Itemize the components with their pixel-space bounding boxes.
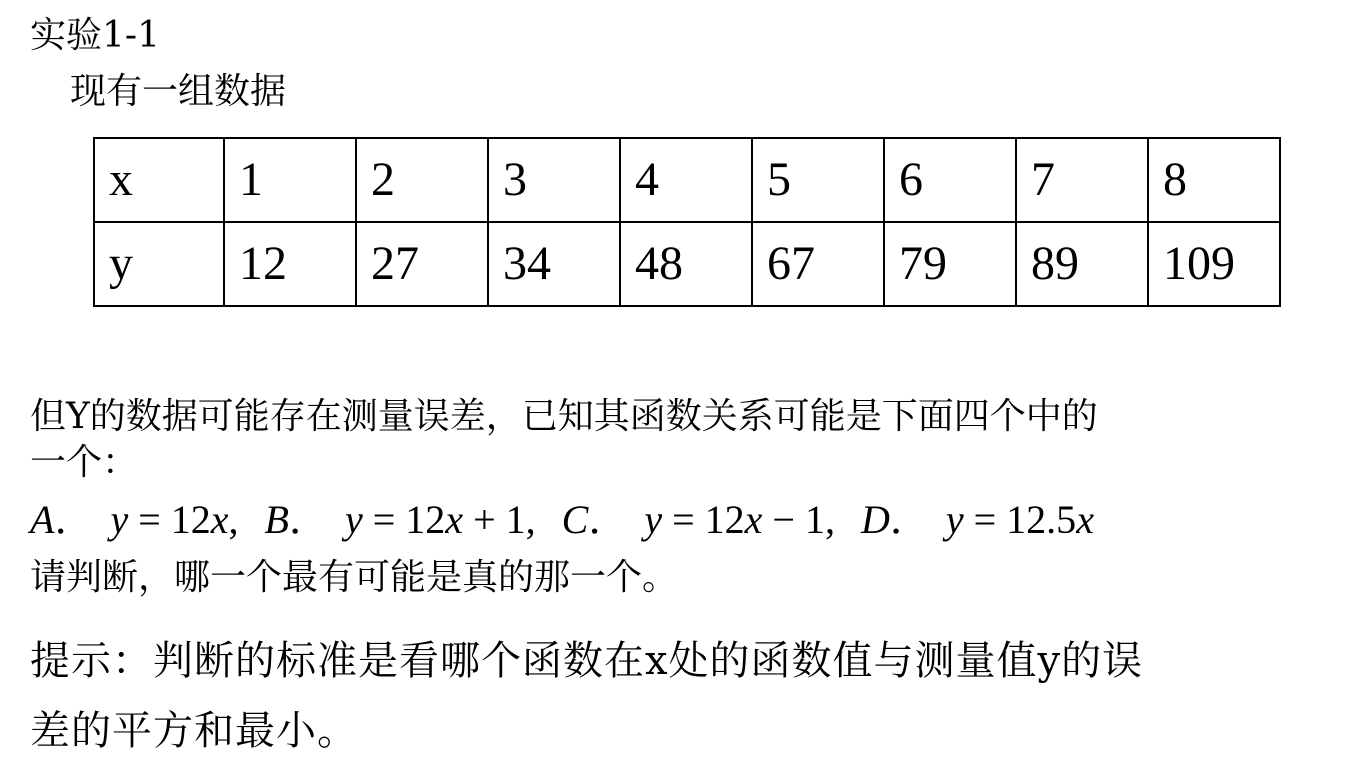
- table-cell-y-5: 67: [752, 222, 884, 306]
- question-text: 请判断，哪一个最有可能是真的那一个。: [30, 557, 679, 598]
- option-b-rest: + 1: [463, 497, 526, 542]
- table-cell-x-8: 8: [1148, 138, 1280, 222]
- option-d: D． y = 12.5x: [860, 497, 1094, 542]
- option-c-var: x: [744, 497, 763, 542]
- option-c-y: y: [644, 497, 663, 542]
- option-b: B． y = 12x + 1,: [264, 497, 536, 542]
- table-cell-y-3: 34: [488, 222, 620, 306]
- option-a: A． y = 12x,: [30, 497, 239, 542]
- option-c-letter: C: [561, 497, 589, 542]
- description-line-1: 但Y的数据可能存在测量误差，已知其函数关系可能是下面四个中的: [30, 396, 1098, 437]
- option-a-eq: = 12: [128, 497, 211, 542]
- option-c: C． y = 12x − 1,: [561, 497, 835, 542]
- option-c-end: ,: [824, 497, 835, 542]
- option-a-y: y: [110, 497, 129, 542]
- option-a-letter: A: [30, 497, 55, 542]
- option-b-end: ,: [525, 497, 536, 542]
- option-c-eq: = 12: [662, 497, 745, 542]
- option-b-letter: B: [264, 497, 289, 542]
- table-cell-x-7: 7: [1016, 138, 1148, 222]
- option-b-y: y: [344, 497, 363, 542]
- page-title: 实验1-1: [30, 15, 160, 56]
- option-a-var: x: [210, 497, 229, 542]
- option-a-end: ,: [228, 497, 239, 542]
- option-c-rest: − 1: [762, 497, 825, 542]
- table-cell-x-6: 6: [884, 138, 1016, 222]
- table-cell-y-7: 89: [1016, 222, 1148, 306]
- option-d-var: x: [1076, 497, 1094, 542]
- option-d-letter: D: [860, 497, 890, 542]
- table-row-x: [94, 138, 1280, 222]
- option-b-eq: = 12: [362, 497, 446, 542]
- table-cell-x-5: 5: [752, 138, 884, 222]
- option-d-y: y: [945, 497, 964, 542]
- table-cell-x-2: 2: [356, 138, 488, 222]
- intro-text: 现有一组数据: [70, 71, 287, 112]
- table-cell-y-6: 79: [884, 222, 1016, 306]
- option-b-var: x: [445, 497, 464, 542]
- option-d-eq: = 12.5: [963, 497, 1077, 542]
- table-cell-x-3: 3: [488, 138, 620, 222]
- options-line: [30, 496, 1094, 544]
- table-cell-x-4: 4: [620, 138, 752, 222]
- description-line-2: 一个：: [30, 442, 139, 483]
- data-table: [93, 137, 1281, 307]
- table-header-y: y: [94, 222, 224, 306]
- table-cell-y-8: 109: [1148, 222, 1280, 306]
- hint-line-1: 提示：判断的标准是看哪个函数在x处的函数值与测量值y的误: [30, 638, 1144, 684]
- table-cell-y-4: 48: [620, 222, 752, 306]
- table-row-y: [94, 222, 1280, 306]
- table-cell-y-1: 12: [224, 222, 356, 306]
- table-header-x: x: [94, 138, 224, 222]
- table-cell-y-2: 27: [356, 222, 488, 306]
- hint-line-2: 差的平方和最小。: [30, 708, 358, 754]
- table-cell-x-1: 1: [224, 138, 356, 222]
